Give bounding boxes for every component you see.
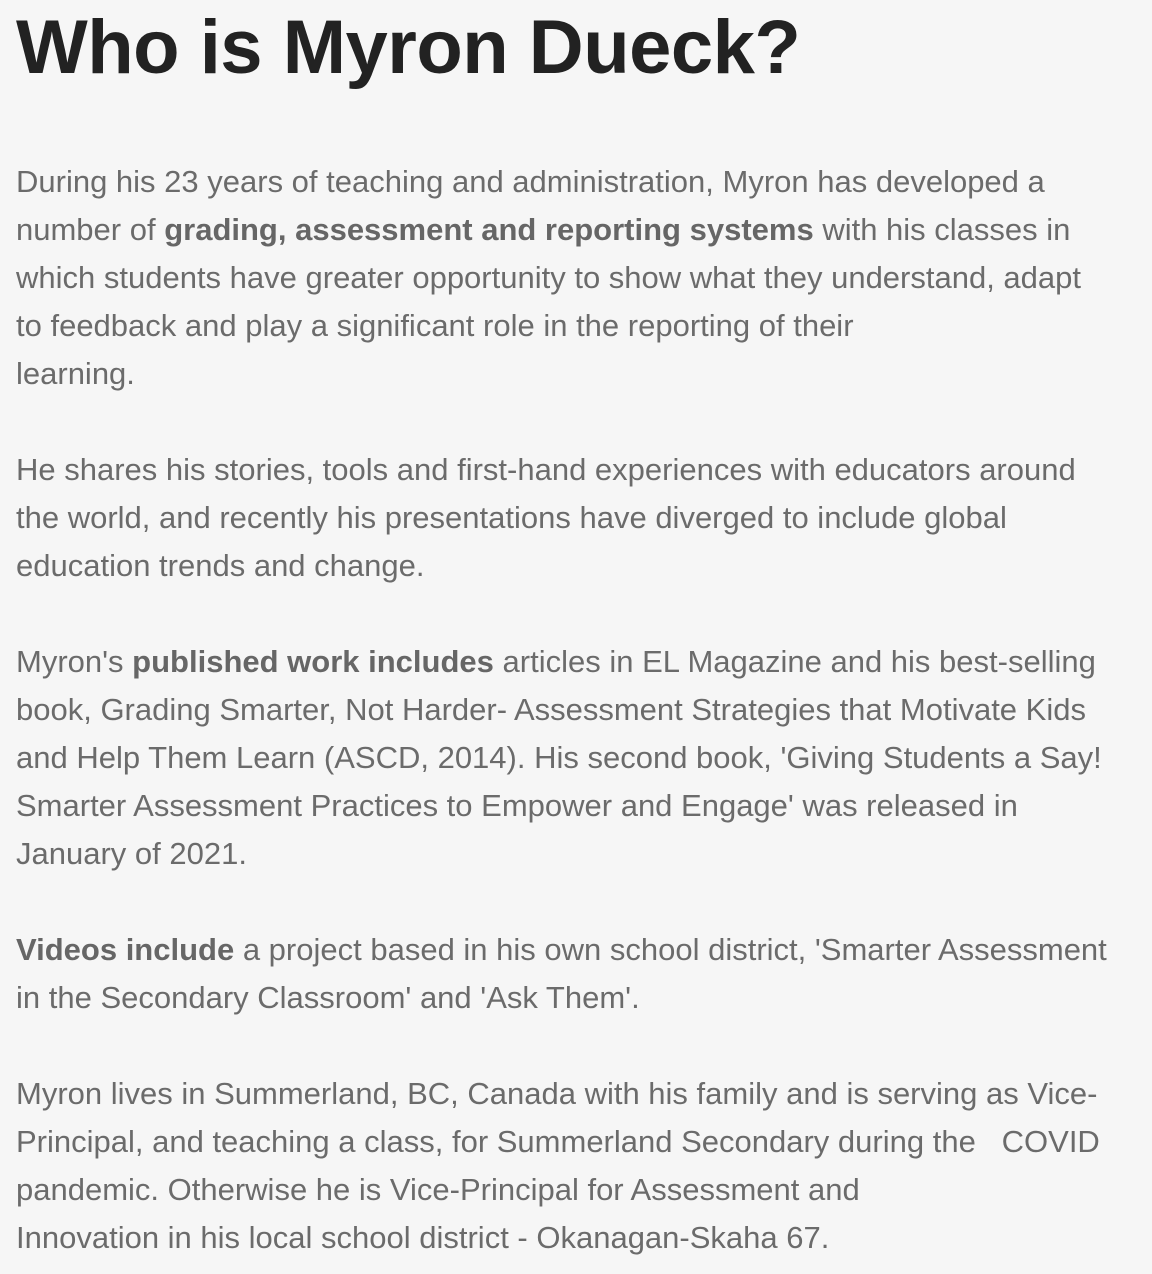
text-line: book, Grading Smarter, Not Harder- Assessment Strategies that Motivate Kids [16, 692, 1086, 727]
paragraph-published-work [16, 638, 1152, 878]
text-line: which students have greater opportunity to show what they understand, adapt [16, 260, 1082, 295]
text-line [16, 206, 1152, 254]
text-line: and Help Them Learn (ASCD, 2014). His second book, 'Giving Students a Say! [16, 740, 1102, 775]
text-line: Innovation in his local school district - Okanagan-Skaha 67. [16, 1220, 830, 1255]
text-run: a project based in his own school district, 'Smarter Assessment [234, 932, 1107, 967]
text-line: the world, and recently his presentations have diverged to include global [16, 500, 1007, 535]
bold-phrase-videos: Videos include [16, 932, 235, 967]
text-run: articles in EL Magazine and his best-selling [493, 644, 1096, 679]
bold-phrase-grading-systems: grading, assessment and reporting systems [164, 212, 814, 247]
bio-content [16, 158, 1152, 1262]
text-line: in the Secondary Classroom' and 'Ask Them'. [16, 980, 640, 1015]
paragraph-videos [16, 926, 1152, 1022]
text-line: pandemic. Otherwise he is Vice-Principal for Assessment and [16, 1172, 860, 1207]
text-line [16, 638, 1152, 686]
paragraph-teaching-experience [16, 158, 1152, 398]
text-run: Myron's [16, 644, 133, 679]
text-run: with his classes in [813, 212, 1071, 247]
text-line: Smarter Assessment Practices to Empower and Engage' was released in [16, 788, 1018, 823]
text-run: number of [16, 212, 165, 247]
paragraph-presentations [16, 446, 1152, 590]
text-line: learning. [16, 356, 135, 391]
text-line: to feedback and play a significant role in the reporting of their [16, 308, 854, 343]
paragraph-current-role [16, 1070, 1152, 1262]
text-line: During his 23 years of teaching and administration, Myron has developed a [16, 164, 1045, 199]
text-line [16, 926, 1152, 974]
text-line: education trends and change. [16, 548, 425, 583]
text-line: Myron lives in Summerland, BC, Canada with his family and is serving as Vice- [16, 1076, 1098, 1111]
text-line: He shares his stories, tools and first-hand experiences with educators around [16, 452, 1076, 487]
text-line: Principal, and teaching a class, for Summerland Secondary during the COVID [16, 1124, 1100, 1159]
text-line: January of 2021. [16, 836, 247, 871]
page-title: Who is Myron Dueck? [16, 5, 801, 90]
bold-phrase-published-work: published work includes [132, 644, 494, 679]
